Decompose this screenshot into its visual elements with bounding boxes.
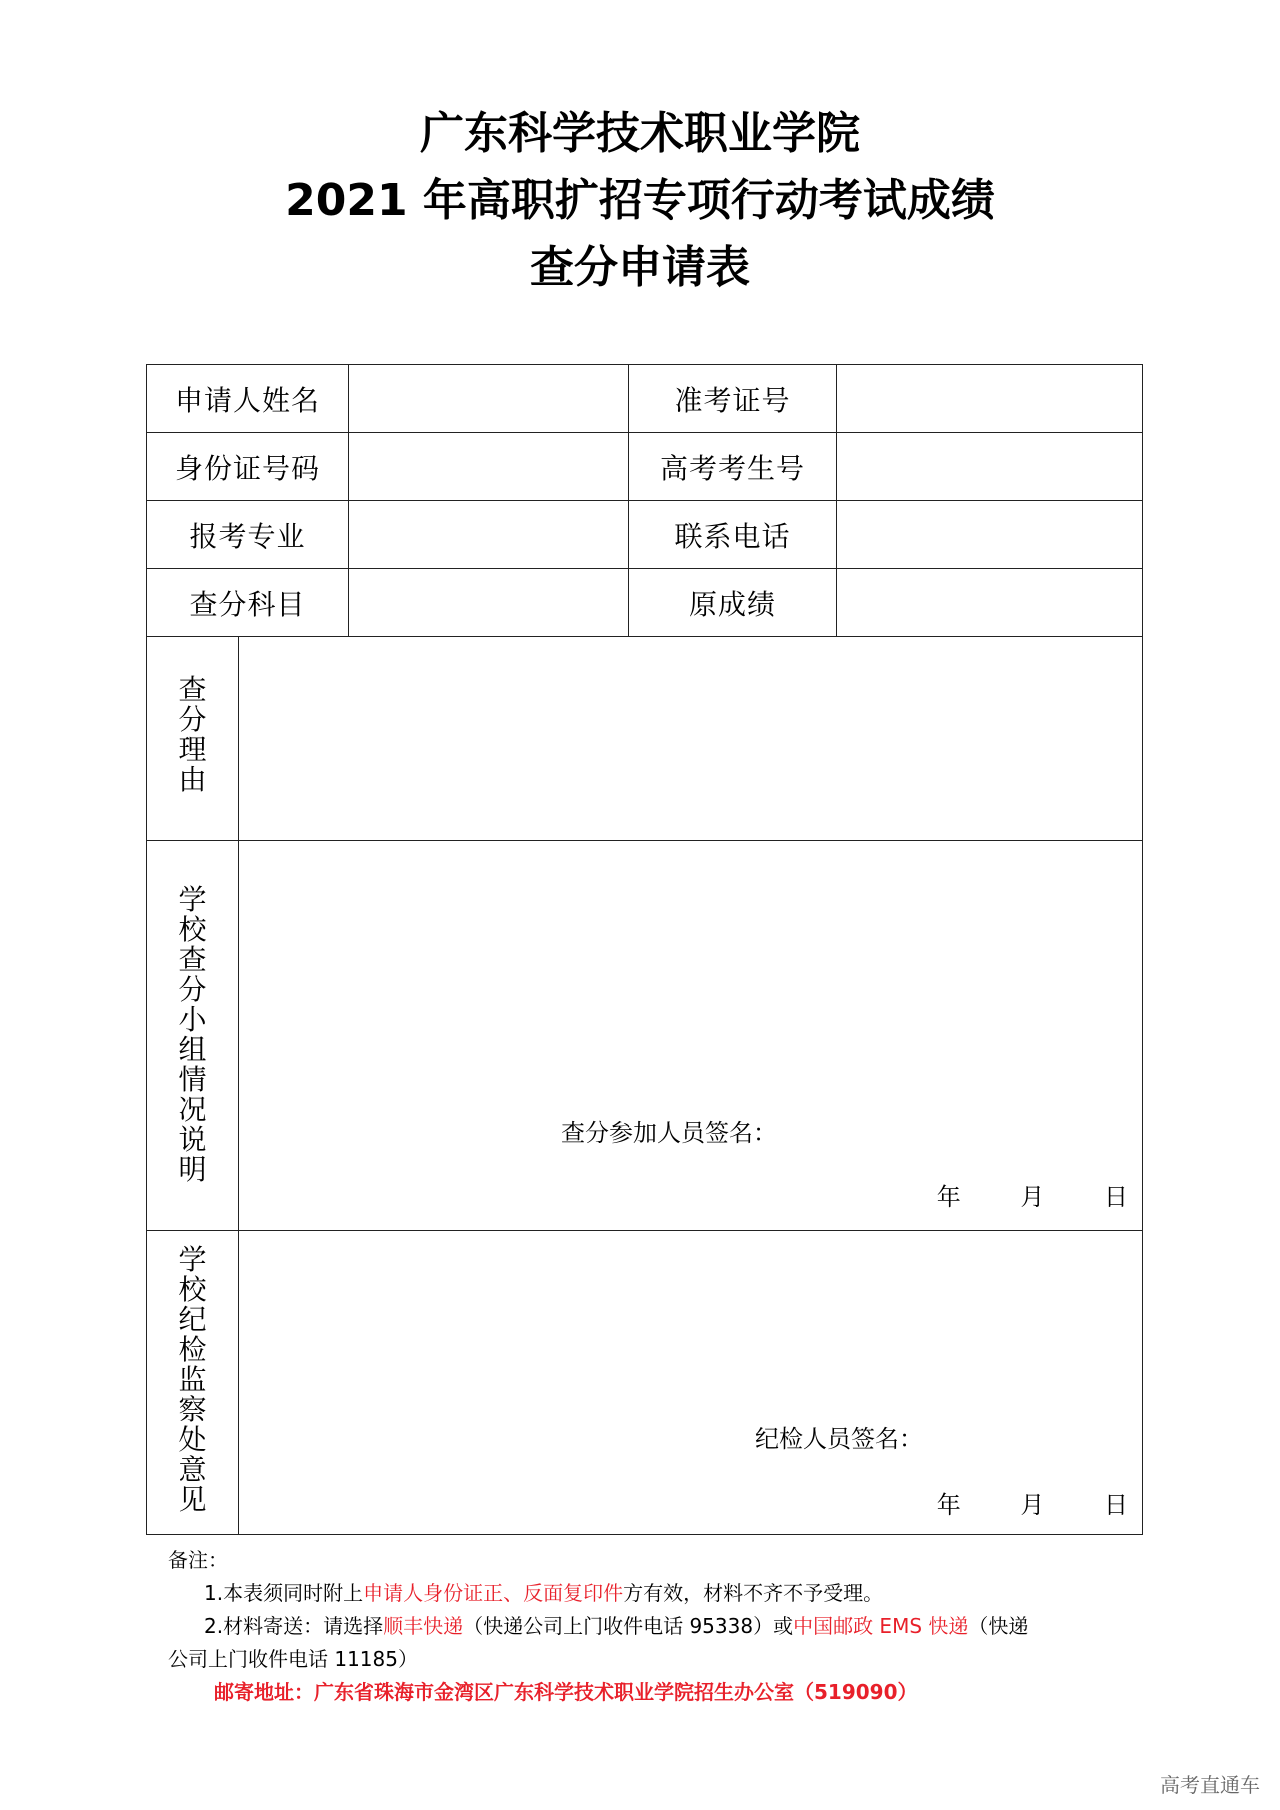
label-inspection-opinion: 学校纪检监察处意见 — [147, 1231, 239, 1535]
label-major: 报考专业 — [147, 501, 349, 569]
group-date-month: 月 — [1020, 1183, 1045, 1211]
form-row-name — [147, 365, 1143, 433]
field-subject[interactable] — [349, 569, 629, 637]
field-original-score[interactable] — [837, 569, 1143, 637]
form-row-group — [147, 841, 1143, 1231]
note-2-courier-sf: 顺丰快递 — [383, 1614, 464, 1638]
label-exam-number: 高考考生号 — [629, 433, 837, 501]
label-group-explanation: 学校查分小组情况说明 — [147, 841, 239, 1231]
title-line-1: 广东科学技术职业学院 — [420, 108, 860, 159]
note-1-prefix: 1.本表须同时附上 — [204, 1581, 364, 1605]
field-admission-ticket[interactable] — [837, 365, 1143, 433]
notes-heading: 备注： — [168, 1548, 228, 1572]
application-form-table — [146, 364, 1143, 1535]
label-reason: 查分理由 — [147, 637, 239, 841]
form-row-inspection — [147, 1231, 1143, 1535]
label-admission-ticket: 准考证号 — [629, 365, 837, 433]
field-exam-number[interactable] — [837, 433, 1143, 501]
group-date-year: 年 — [936, 1183, 961, 1211]
mailing-address: 邮寄地址：广东省珠海市金湾区广东科学技术职业学院招生办公室（519090） — [214, 1680, 918, 1704]
field-applicant-name[interactable] — [349, 365, 629, 433]
watermark-text: 高考直通车 — [1160, 1773, 1260, 1797]
group-date-day: 日 — [1104, 1183, 1129, 1211]
document-title — [0, 100, 1280, 301]
form-row-subject — [147, 569, 1143, 637]
title-line-2: 2021 年高职扩招专项行动考试成绩 — [285, 175, 995, 226]
note-2-suffix: （快递 — [968, 1614, 1029, 1638]
title-line-3: 查分申请表 — [530, 242, 750, 293]
field-inspection-opinion[interactable] — [239, 1231, 1143, 1535]
field-major[interactable] — [349, 501, 629, 569]
note-2-continued: 公司上门收件电话 11185） — [168, 1647, 418, 1671]
note-1 — [168, 1577, 1128, 1610]
inspection-date-row — [937, 1485, 1128, 1520]
note-2-prefix: 2.材料寄送：请选择 — [204, 1614, 384, 1638]
inspection-signature-label: 纪检人员签名： — [755, 1425, 923, 1453]
label-original-score: 原成绩 — [629, 569, 837, 637]
inspection-date-day: 日 — [1104, 1491, 1129, 1519]
inspection-date-year: 年 — [936, 1491, 961, 1519]
label-phone: 联系电话 — [629, 501, 837, 569]
field-id-number[interactable] — [349, 433, 629, 501]
group-date-row — [937, 1177, 1128, 1212]
form-row-reason — [147, 637, 1143, 841]
label-subject: 查分科目 — [147, 569, 349, 637]
note-2-courier-ems: 中国邮政 EMS 快递 — [793, 1614, 969, 1638]
note-1-suffix: 方有效，材料不齐不予受理。 — [623, 1581, 884, 1605]
note-2 — [168, 1610, 1128, 1643]
field-group-explanation[interactable] — [239, 841, 1143, 1231]
field-reason[interactable] — [239, 637, 1143, 841]
inspection-date-month: 月 — [1020, 1491, 1045, 1519]
field-phone[interactable] — [837, 501, 1143, 569]
group-signature-label: 查分参加人员签名： — [561, 1119, 777, 1147]
form-row-major — [147, 501, 1143, 569]
notes-section — [168, 1544, 1128, 1709]
label-id-number: 身份证号码 — [147, 433, 349, 501]
label-applicant-name: 申请人姓名 — [147, 365, 349, 433]
form-row-id — [147, 433, 1143, 501]
note-1-highlight: 申请人身份证正、反面复印件 — [363, 1581, 624, 1605]
note-2-middle: （快递公司上门收件电话 95338）或 — [463, 1614, 794, 1638]
